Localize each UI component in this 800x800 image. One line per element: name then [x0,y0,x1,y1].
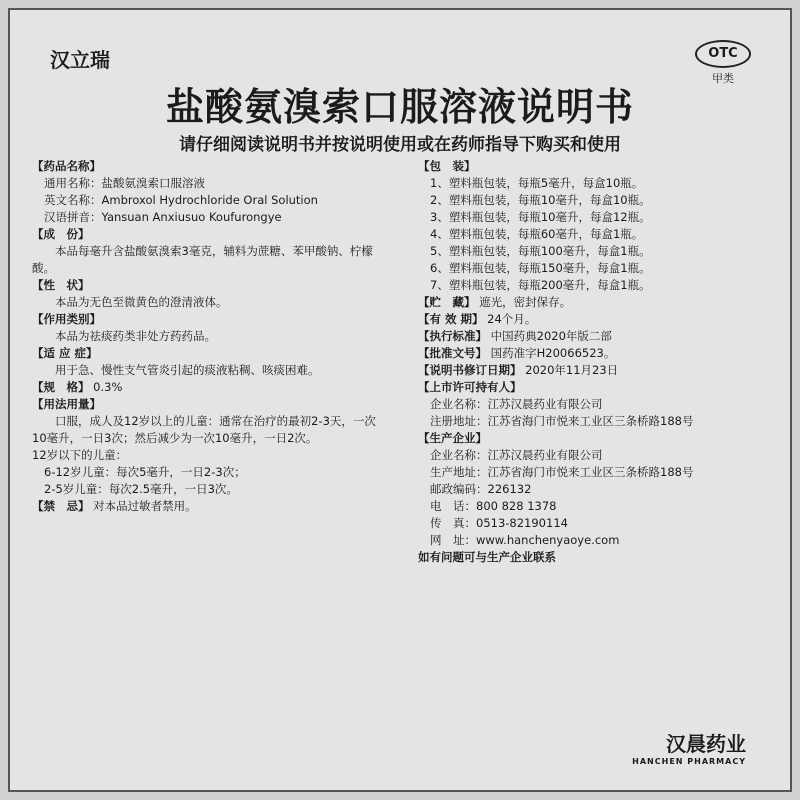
validity-text: 24个月。 [487,312,537,326]
section-spec-label: 【规 格】 [32,380,90,394]
postcode: 邮政编码：226132 [430,482,532,496]
phone: 电 话：800 828 1378 [430,499,557,513]
section-dosage-label: 【用法用量】 [32,397,101,411]
character-text: 本品为无色至微黄色的澄清液体。 [55,295,228,309]
section-approval-label: 【批准文号】 [418,346,487,360]
section-category-label: 【作用类别】 [32,312,101,326]
dosage-child-2-5: 2-5岁儿童：每次2.5毫升，一日3次。 [44,482,238,496]
packaging-item: 7、塑料瓶包装，每瓶200毫升，每盒1瓶。 [430,278,651,292]
section-ingredients-label: 【成 份】 [32,227,90,241]
website: 网 址：www.hanchenyaoye.com [430,533,620,547]
ingredients-text: 本品每毫升含盐酸氨溴索3毫克，辅料为蔗糖、苯甲酸钠、柠檬酸。 [32,244,373,275]
contact-note: 如有问题可与生产企业联系 [418,550,556,564]
fax: 传 真：0513-82190114 [430,516,568,530]
section-holder-label: 【上市许可持有人】 [418,380,522,394]
section-revision-label: 【说明书修订日期】 [418,363,522,377]
english-name: 英文名称：Ambroxol Hydrochloride Oral Solution [44,193,318,207]
approval-text: 国药准字H20066523。 [490,346,616,360]
section-standard-label: 【执行标准】 [418,329,487,343]
company-logo [632,728,746,766]
holder-address: 注册地址：江苏省海门市悦来工业区三条桥路188号 [430,414,694,428]
company-logo-english: HANCHEN PHARMACY [632,757,746,766]
page-subtitle: 请仔细阅读说明书并按说明使用或在药师指导下购买和使用 [179,135,621,155]
section-validity-label: 【有 效 期】 [418,312,484,326]
packaging-item: 6、塑料瓶包装，每瓶150毫升，每盒1瓶。 [430,261,651,275]
dosage-child: 12岁以下的儿童： [32,448,128,462]
insert-sheet [8,8,792,792]
maker-name: 企业名称：江苏汉晨药业有限公司 [430,448,603,462]
company-logo-text: 汉晨药业 [666,732,746,756]
category-text: 本品为祛痰药类非处方药药品。 [55,329,216,343]
revision-text: 2020年11月23日 [525,363,619,377]
section-storage-label: 【贮 藏】 [418,295,476,309]
indication-text: 用于急、慢性支气管炎引起的痰液粘稠、咳痰困难。 [55,363,320,377]
otc-class: 甲类 [712,72,734,85]
contra-text: 对本品过敏者禁用。 [93,499,197,513]
packaging-item: 1、塑料瓶包装，每瓶5毫升，每盒10瓶。 [430,176,644,190]
spec-text: 0.3% [93,380,123,394]
holder-name: 企业名称：江苏汉晨药业有限公司 [430,397,603,411]
storage-text: 遮光，密封保存。 [479,295,572,309]
otc-label: OTC [695,40,751,68]
section-maker-label: 【生产企业】 [418,431,487,445]
dosage-child-6-12: 6-12岁儿童：每次5毫升，一日2-3次； [44,465,246,479]
dosage-adult: 口服，成人及12岁以上的儿童：通常在治疗的最初2-3天，一次10毫升，一日3次；然后减少为一次10毫升，一日2次。 [32,414,376,445]
section-packaging-label: 【包 装】 [418,159,476,173]
brand-logo-text: 汉立瑞 [50,48,110,72]
packaging-item: 3、塑料瓶包装，每瓶10毫升，每盒12瓶。 [430,210,651,224]
pinyin-name: 汉语拼音：Yansuan Anxiusuo Koufurongye [44,210,282,224]
generic-name: 通用名称：盐酸氨溴索口服溶液 [44,176,205,190]
packaging-item: 2、塑料瓶包装，每瓶10毫升，每盒10瓶。 [430,193,651,207]
section-drug-name-label: 【药品名称】 [32,159,101,173]
section-indication-label: 【适 应 症】 [32,346,98,360]
standard-text: 中国药典2020年版二部 [490,329,612,343]
packaging-item: 5、塑料瓶包装，每瓶100毫升，每盒1瓶。 [430,244,651,258]
section-contra-label: 【禁 忌】 [32,499,90,513]
packaging-item: 4、塑料瓶包装，每瓶60毫升，每盒1瓶。 [430,227,644,241]
section-character-label: 【性 状】 [32,278,90,292]
right-column [418,158,770,566]
maker-address: 生产地址：江苏省海门市悦来工业区三条桥路188号 [430,465,694,479]
page-title: 盐酸氨溴索口服溶液说明书 [165,85,634,129]
left-column [32,158,382,515]
